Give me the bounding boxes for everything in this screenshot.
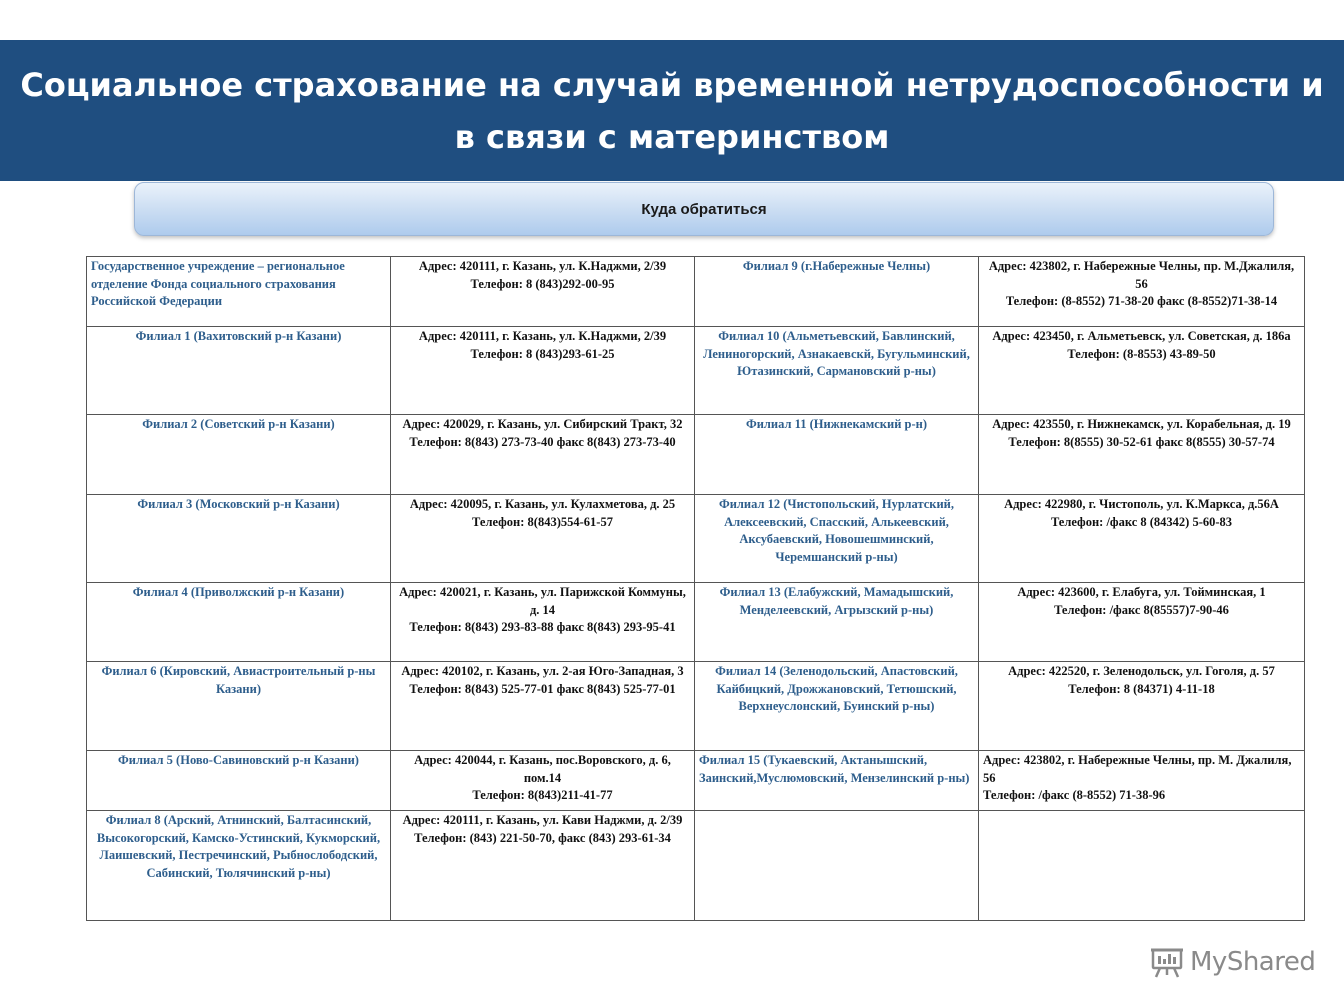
- branch-address: Адрес: 423600, г. Елабуга, ул. Тойминская, 1 Телефон: /факс 8(85557)7-90-46: [979, 583, 1305, 662]
- branches-table: [86, 256, 1305, 921]
- branch-name: Филиал 15 (Тукаевский, Актанышский, Заинский,Муслюмовский, Мензелинский р-ны): [695, 751, 979, 811]
- table-row: [87, 327, 1305, 415]
- watermark-text: MyShared: [1190, 947, 1316, 977]
- branch-name: Филиал 2 (Советский р-н Казани): [87, 415, 391, 495]
- branch-name: Филиал 12 (Чистопольский, Нурлатский, Алексеевский, Спасский, Алькеевский, Аксубаевский, Новошешминский, Черемшанский р-ны): [695, 495, 979, 583]
- branch-address: Адрес: 420111, г. Казань, ул. К.Наджми, 2/39 Телефон: 8 (843)293-61-25: [391, 327, 695, 415]
- branch-address: Адрес: 420029, г. Казань, ул. Сибирский Тракт, 32 Телефон: 8(843) 273-73-40 факс 8(843) 273-73-40: [391, 415, 695, 495]
- branch-name: Филиал 13 (Елабужский, Мамадышский, Менделеевский, Агрызский р-ны): [695, 583, 979, 662]
- table-row: [87, 583, 1305, 662]
- table-row: [87, 257, 1305, 327]
- empty-cell: [979, 811, 1305, 921]
- watermark-logo: [1150, 944, 1315, 980]
- branch-name: Филиал 3 (Московский р-н Казани): [87, 495, 391, 583]
- branch-address: Адрес: 420095, г. Казань, ул. Кулахметова, д. 25 Телефон: 8(843)554-61-57: [391, 495, 695, 583]
- branch-address: Адрес: 422980, г. Чистополь, ул. К.Маркса, д.56А Телефон: /факс 8 (84342) 5-60-83: [979, 495, 1305, 583]
- subtitle-banner: [134, 182, 1274, 236]
- branch-name: Филиал 10 (Альметьевский, Бавлинский, Лениногорский, Азнакаевскй, Бугульминский, Ютазинский, Сармановский р-ны): [695, 327, 979, 415]
- page-title: Социальное страхование на случай временной нетрудоспособности и в связи с материнством: [20, 65, 1324, 156]
- branch-address: Адрес: 423802, г. Набережные Челны, пр. М.Джалиля, 56 Телефон: (8-8552) 71-38-20 факс (8-8552)71-38-14: [979, 257, 1305, 327]
- branch-address: Адрес: 423802, г. Набережные Челны, пр. М. Джалиля, 56 Телефон: /факс (8-8552) 71-38-96: [979, 751, 1305, 811]
- branch-name: Филиал 5 (Ново-Савиновский р-н Казани): [87, 751, 391, 811]
- branch-address: Адрес: 420111, г. Казань, ул. Кави Наджми, д. 2/39 Телефон: (843) 221-50-70, факс (843) 293-61-34: [391, 811, 695, 921]
- branch-address: Адрес: 420044, г. Казань, пос.Воровского, д. 6, пом.14 Телефон: 8(843)211-41-77: [391, 751, 695, 811]
- branch-address: Адрес: 420021, г. Казань, ул. Парижской Коммуны, д. 14 Телефон: 8(843) 293-83-88 факс 8(843) 293-95-41: [391, 583, 695, 662]
- table-row: [87, 751, 1305, 811]
- branch-address: Адрес: 422520, г. Зеленодольск, ул. Гоголя, д. 57 Телефон: 8 (84371) 4-11-18: [979, 662, 1305, 751]
- branch-address: Адрес: 420111, г. Казань, ул. К.Наджми, 2/39 Телефон: 8 (843)292-00-95: [391, 257, 695, 327]
- branch-name: Филиал 9 (г.Набережные Челны): [695, 257, 979, 327]
- branch-name: Филиал 14 (Зеленодольский, Апастовский, Кайбицкий, Дрожжановский, Тетюшский, Верхнеуслонский, Буинский р-ны): [695, 662, 979, 751]
- title-band: [0, 40, 1344, 181]
- branch-name: Филиал 11 (Нижнекамский р-н): [695, 415, 979, 495]
- branch-name: Филиал 4 (Приволжский р-н Казани): [87, 583, 391, 662]
- branch-name: Филиал 1 (Вахитовский р-н Казани): [87, 327, 391, 415]
- presentation-board-icon: [1150, 945, 1184, 979]
- table-row: [87, 415, 1305, 495]
- branch-name: Филиал 6 (Кировский, Авиастроительный р-ны Казани): [87, 662, 391, 751]
- empty-cell: [695, 811, 979, 921]
- branch-address: Адрес: 423450, г. Альметьевск, ул. Советская, д. 186а Телефон: (8-8553) 43-89-50: [979, 327, 1305, 415]
- table-row: [87, 811, 1305, 921]
- branch-address: Адрес: 423550, г. Нижнекамск, ул. Корабельная, д. 19 Телефон: 8(8555) 30-52-61 факс 8(8555) 30-57-74: [979, 415, 1305, 495]
- branch-address: Адрес: 420102, г. Казань, ул. 2-ая Юго-Западная, 3 Телефон: 8(843) 525-77-01 факс 8(843) 525-77-01: [391, 662, 695, 751]
- branch-name: Государственное учреждение – региональное отделение Фонда социального страхования Российской Федерации: [87, 257, 391, 327]
- table-row: [87, 495, 1305, 583]
- table-row: [87, 662, 1305, 751]
- subtitle-text: Куда обратиться: [641, 200, 767, 218]
- branch-name: Филиал 8 (Арский, Атнинский, Балтасинский, Высокогорский, Камско-Устинский, Кукморский, Лаишевский, Пестречинский, Рыбнослободский, Сабинский, Тюлячинский р-ны): [87, 811, 391, 921]
